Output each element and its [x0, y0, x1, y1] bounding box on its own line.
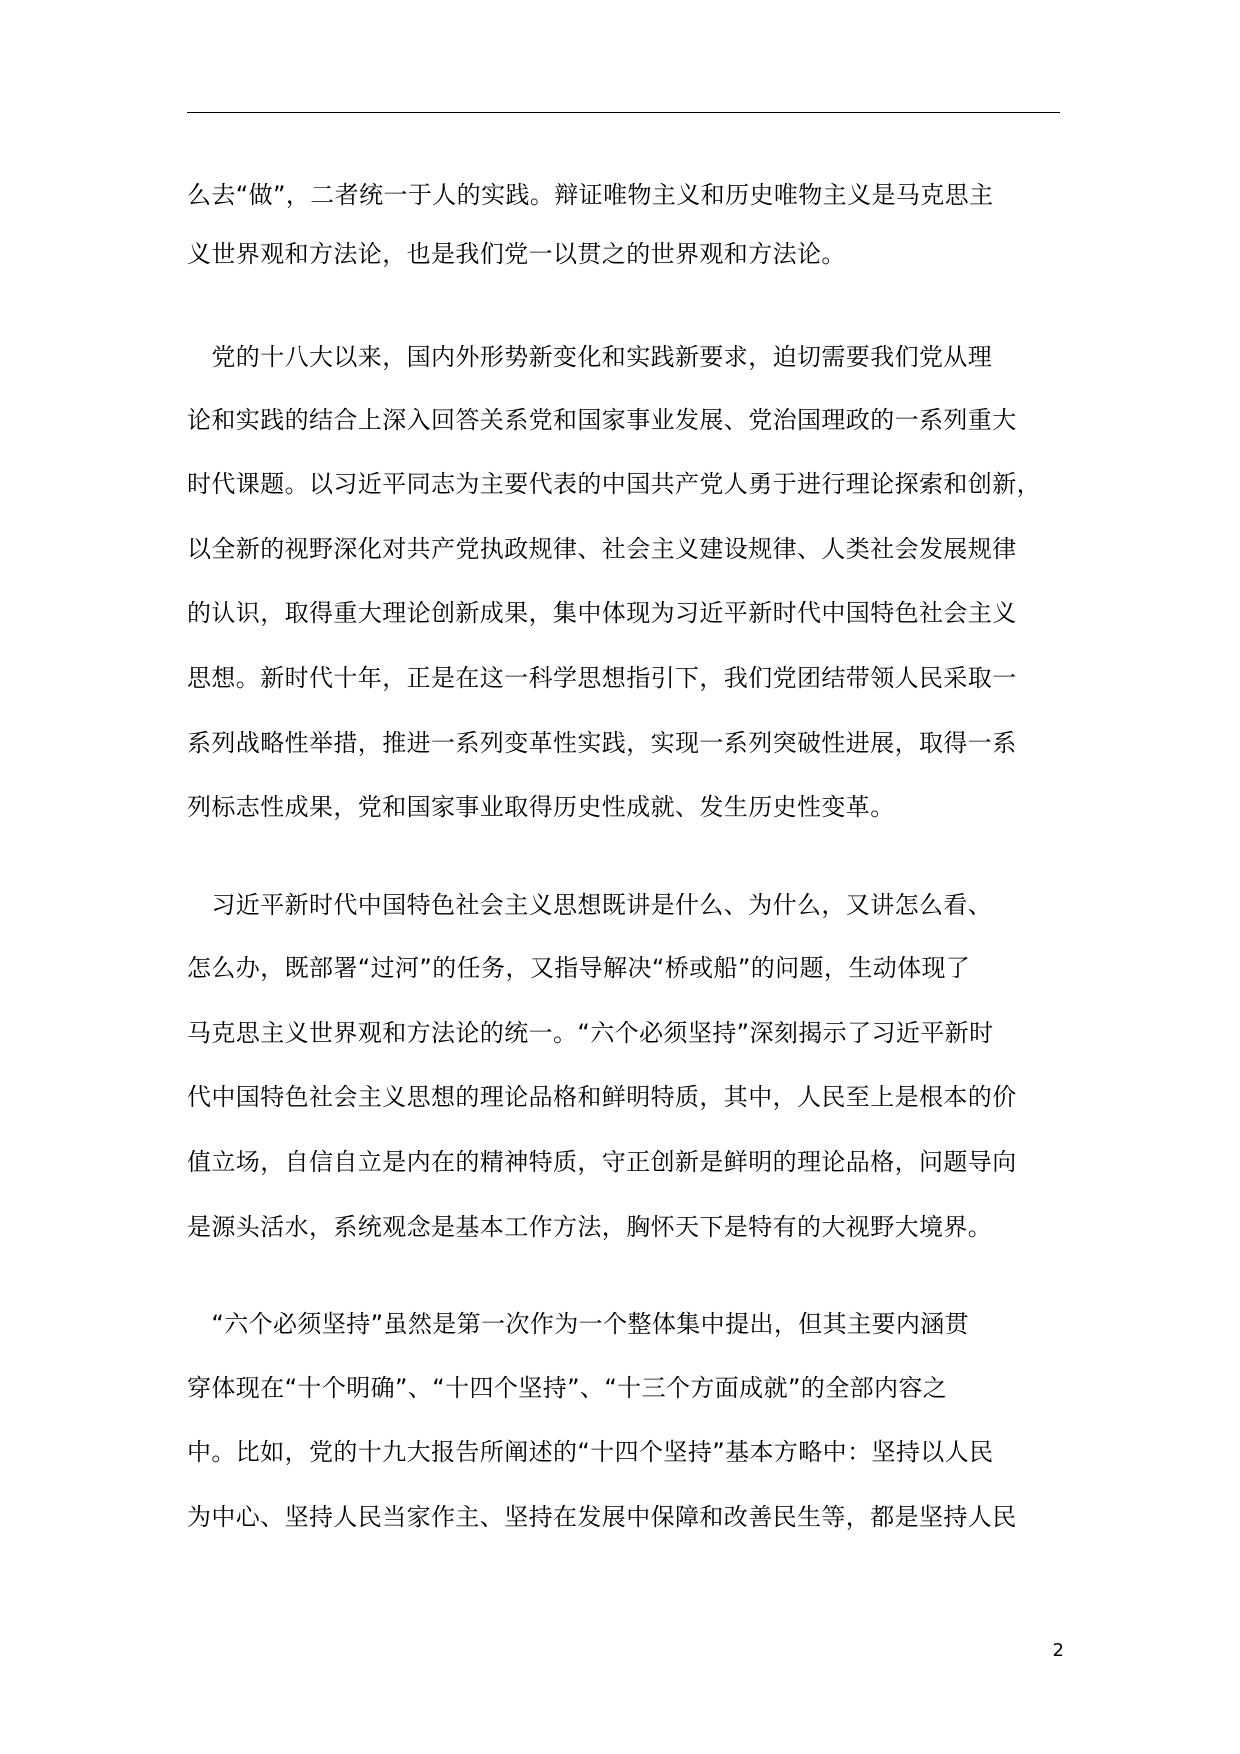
text-line: 时代课题。以习近平同志为主要代表的中国共产党人勇于进行理论探索和创新， [187, 470, 1041, 498]
text-line: 是源头活水，系统观念是基本工作方法，胸怀天下是特有的大视野大境界。 [187, 1213, 993, 1241]
text-line: 穿体现在“十个明确”、“十四个坚持”、“十三个方面成就”的全部内容之 [187, 1374, 948, 1402]
text-line: 中。比如，党的十九大报告所阐述的“十四个坚持”基本方略中：坚持以人民 [187, 1438, 994, 1466]
text-line: 么去“做”，二者统一于人的实践。辩证唯物主义和历史唯物主义是马克思主 [187, 181, 994, 209]
text-line: 的认识，取得重大理论创新成果，集中体现为习近平新时代中国特色社会主义 [187, 599, 1017, 627]
text-line: 为中心、坚持人民当家作主、坚持在发展中保障和改善民生等，都是坚持人民 [187, 1503, 1017, 1531]
text-line: 义世界观和方法论，也是我们党一以贯之的世界观和方法论。 [187, 240, 846, 268]
text-line: 以全新的视野深化对共产党执政规律、社会主义建设规律、人类社会发展规律 [187, 535, 1017, 563]
text-line: 习近平新时代中国特色社会主义思想既讲是什么、为什么，又讲怎么看、 [187, 891, 993, 919]
page-number: 2 [1052, 1640, 1064, 1661]
text-line: 列标志性成果，党和国家事业取得历史性成就、发生历史性变革。 [187, 793, 895, 821]
text-line: 思想。新时代十年，正是在这一科学思想指引下，我们党团结带领人民采取一 [187, 664, 1017, 692]
text-line: 党的十八大以来，国内外形势新变化和实践新要求，迫切需要我们党从理 [187, 343, 993, 371]
header-rule [187, 112, 1060, 113]
text-line: 怎么办，既部署“过河”的任务，又指导解决“桥或船”的问题，生动体现了 [187, 954, 971, 982]
text-line: 值立场，自信自立是内在的精神特质，守正创新是鲜明的理论品格，问题导向 [187, 1148, 1017, 1176]
text-line: 论和实践的结合上深入回答关系党和国家事业发展、党治国理政的一系列重大 [187, 406, 1017, 434]
text-line: 系列战略性举措，推进一系列变革性实践，实现一系列突破性进展，取得一系 [187, 729, 1017, 757]
text-line: 马克思主义世界观和方法论的统一。“六个必须坚持”深刻揭示了习近平新时 [187, 1019, 994, 1047]
text-line: 代中国特色社会主义思想的理论品格和鲜明特质，其中，人民至上是根本的价 [187, 1083, 1017, 1111]
text-line: “六个必须坚持”虽然是第一次作为一个整体集中提出，但其主要内涵贯 [187, 1310, 970, 1338]
